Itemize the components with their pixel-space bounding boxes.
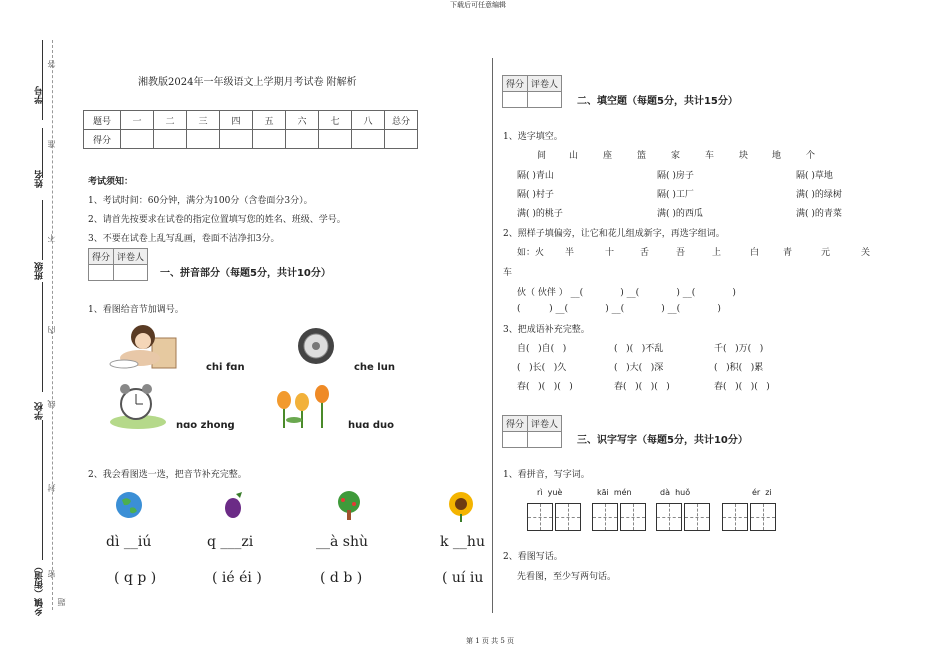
flowers-picture xyxy=(272,384,336,430)
choice-char: 家 xyxy=(671,151,681,161)
writing-grid[interactable] xyxy=(620,503,646,531)
example-char: 如：火 xyxy=(517,248,545,258)
grader-score-cell[interactable] xyxy=(503,92,528,108)
choice-char: 间 xyxy=(537,151,547,161)
choice-option: ( d b ) xyxy=(320,570,363,586)
pinyin-prompt: dà huǒ xyxy=(660,488,691,497)
section3-q2: 2、看图写话。 xyxy=(503,552,563,562)
grader-score-label: 得分 xyxy=(89,249,114,265)
score-table-header: 题号 xyxy=(84,111,121,130)
grader-score-cell[interactable] xyxy=(503,432,528,448)
grader-score-label: 得分 xyxy=(503,416,528,432)
example-char: 青 xyxy=(783,248,793,258)
choice-char: 座 xyxy=(603,151,613,161)
score-cell[interactable] xyxy=(286,130,319,149)
grader-reviewer-cell[interactable] xyxy=(528,92,562,108)
score-table xyxy=(83,110,418,149)
binding-dashed-line xyxy=(52,40,53,610)
idiom-item: ( )( )不乱 xyxy=(614,344,664,354)
section1-title: 一、拼音部分（每题5分，共计10分） xyxy=(160,268,331,279)
score-table-header: 总分 xyxy=(385,111,418,130)
binding-mark: 不 xyxy=(47,234,56,242)
fill-item: 隔( )房子 xyxy=(657,171,694,181)
fill-blank: q ___zi xyxy=(207,534,254,550)
fill-item: 隔( )青山 xyxy=(517,171,554,181)
score-table-header: 二 xyxy=(154,111,187,130)
choice-char: 地 xyxy=(772,151,782,161)
example-char: 十 xyxy=(605,248,615,258)
pinyin-prompt: rì yuè xyxy=(537,488,563,497)
choice-char: 个 xyxy=(806,151,816,161)
field-school: 学校 xyxy=(35,402,45,420)
writing-grid[interactable] xyxy=(722,503,748,531)
example-char: 上 xyxy=(712,248,722,258)
fill-item: 满( )的桃子 xyxy=(517,209,563,219)
score-cell[interactable] xyxy=(319,130,352,149)
idiom-item: ( )长( )久 xyxy=(517,363,567,373)
choice-option: ( uí iu xyxy=(442,570,484,586)
section2-title: 二、填空题（每题5分，共计15分） xyxy=(577,96,738,107)
section3-q2-note: 先看图，至少写两句话。 xyxy=(517,572,617,582)
note-item: 1、考试时间：60分钟，满分为100分（含卷面分3分）。 xyxy=(88,196,313,206)
pinyin-prompt: kāi mén xyxy=(597,488,632,497)
idiom-item: 千( )万( ) xyxy=(714,344,764,354)
notes-heading: 考试须知： xyxy=(88,177,134,187)
field-name: 姓名 xyxy=(35,170,45,188)
binding-mark: 答 xyxy=(47,60,56,68)
fill-item: 满( )的西瓜 xyxy=(657,209,703,219)
grader-reviewer-cell[interactable] xyxy=(528,432,562,448)
fill-item: 隔( )草地 xyxy=(796,171,833,181)
choice-char: 山 xyxy=(569,151,579,161)
score-cell[interactable] xyxy=(154,130,187,149)
wheel-picture xyxy=(296,326,336,366)
writing-grid[interactable] xyxy=(527,503,553,531)
grader-reviewer-label: 评卷人 xyxy=(528,416,562,432)
section2-q2: 2、照样子填偏旁，让它和花儿组成新字，再选字组词。 xyxy=(503,229,725,239)
grader-box-2 xyxy=(502,75,562,108)
pinyin-prompt: ér zi xyxy=(752,488,772,497)
example-char: 半 xyxy=(565,248,575,258)
fill-item: 满( )的绿树 xyxy=(796,190,842,200)
binding-mark: 题 xyxy=(57,598,66,606)
binding-mark: 封 xyxy=(47,484,56,492)
fill-item: 隔( )工厂 xyxy=(657,190,694,200)
section3-q1: 1、看拼音，写字词。 xyxy=(503,470,590,480)
idiom-item: 春( )( )( ) xyxy=(517,382,573,392)
pinyin-chelun: che lun xyxy=(354,362,395,373)
score-cell[interactable] xyxy=(253,130,286,149)
grader-reviewer-cell[interactable] xyxy=(114,265,148,281)
example-char: 舌 xyxy=(640,248,650,258)
writing-grid[interactable] xyxy=(592,503,618,531)
header-note: 下载后可任意编辑 xyxy=(450,1,506,9)
binding-line xyxy=(42,40,43,120)
score-table-header: 一 xyxy=(121,111,154,130)
writing-grid[interactable] xyxy=(555,503,581,531)
section1-q2: 2、我会看图选一选，把音节补充完整。 xyxy=(88,470,247,480)
choice-option: ( ié éi ) xyxy=(212,570,262,586)
note-item: 3、不要在试卷上乱写乱画，卷面不洁净扣3分。 xyxy=(88,234,280,244)
score-table-header: 七 xyxy=(319,111,352,130)
writing-grid[interactable] xyxy=(750,503,776,531)
grader-box-3 xyxy=(502,415,562,448)
field-class: 班级 xyxy=(35,262,45,280)
score-table-header: 八 xyxy=(352,111,385,130)
pattern-row: 伙（ 伙伴 ） __( ) __( ) __( ) xyxy=(517,288,736,298)
grader-box-1 xyxy=(88,248,148,281)
pinyin-naozhong: nɑo zhong xyxy=(176,420,235,431)
binding-line xyxy=(42,420,43,560)
exam-title: 湘教版2024年一年级语文上学期月考试卷 附解析 xyxy=(138,77,357,88)
page-footer: 第 1 页 共 5 页 xyxy=(466,637,515,645)
idiom-item: ( )大( )深 xyxy=(614,363,664,373)
grader-reviewer-label: 评卷人 xyxy=(528,76,562,92)
score-table-header: 六 xyxy=(286,111,319,130)
example-char: 元 xyxy=(821,248,831,258)
idiom-item: 春( )( )( ) xyxy=(614,382,670,392)
idiom-item: ( )积( )累 xyxy=(714,363,764,373)
tree-picture xyxy=(334,490,364,522)
fill-blank: __à shù xyxy=(316,534,369,550)
score-cell[interactable] xyxy=(385,130,418,149)
section3-title: 三、识字写字（每题5分，共计10分） xyxy=(577,435,748,446)
example-char: 吾 xyxy=(676,248,686,258)
fill-blank: dì __iú xyxy=(106,534,152,550)
fill-item: 隔( )村子 xyxy=(517,190,554,200)
grader-score-label: 得分 xyxy=(503,76,528,92)
eating-meal-picture xyxy=(108,322,178,372)
grader-score-cell[interactable] xyxy=(89,265,114,281)
score-row-label: 得分 xyxy=(84,130,121,149)
binding-line xyxy=(42,282,43,392)
section2-q3: 3、把成语补充完整。 xyxy=(503,325,590,335)
score-cell[interactable] xyxy=(121,130,154,149)
globe-picture xyxy=(114,490,144,520)
binding-mark: 准 xyxy=(47,140,56,148)
pinyin-chifan: chi fɑn xyxy=(206,362,245,373)
score-cell[interactable] xyxy=(220,130,253,149)
binding-line xyxy=(42,200,43,260)
idiom-item: 春( )( )( ) xyxy=(714,382,770,392)
sunflower-picture xyxy=(443,490,479,522)
idiom-item: 自( )自( ) xyxy=(517,344,567,354)
grader-reviewer-label: 评卷人 xyxy=(114,249,148,265)
example-char-wrap: 车 xyxy=(503,268,513,278)
field-student-id: 学号 xyxy=(35,86,45,104)
score-table-header: 三 xyxy=(187,111,220,130)
writing-grid[interactable] xyxy=(656,503,682,531)
alarm-clock-picture xyxy=(108,380,168,430)
choice-char: 篮 xyxy=(637,151,647,161)
example-char: 关 xyxy=(861,248,871,258)
writing-grid[interactable] xyxy=(684,503,710,531)
score-cell[interactable] xyxy=(187,130,220,149)
eggplant-picture xyxy=(220,490,250,520)
score-cell[interactable] xyxy=(352,130,385,149)
section1-q1: 1、看图给音节加调号。 xyxy=(88,305,184,315)
choice-option: ( q p ) xyxy=(114,570,157,586)
column-divider xyxy=(492,58,493,613)
score-table-header: 五 xyxy=(253,111,286,130)
pinyin-huaduo: huɑ duo xyxy=(348,420,395,431)
field-township: 乡镇（街道） xyxy=(35,562,45,616)
choice-char: 车 xyxy=(705,151,715,161)
section2-q1: 1、选字填空。 xyxy=(503,132,563,142)
example-char: 白 xyxy=(750,248,760,258)
score-table-header: 四 xyxy=(220,111,253,130)
choice-char: 块 xyxy=(739,151,749,161)
binding-mark: 内 xyxy=(47,326,56,334)
note-item: 2、请首先按要求在试卷的指定位置填写您的姓名、班级、学号。 xyxy=(88,215,346,225)
binding-mark: 密 xyxy=(47,570,56,578)
pattern-row: ( ) __( ) __( ) __( ) xyxy=(517,304,721,314)
binding-mark: 线 xyxy=(47,400,56,408)
fill-item: 满( )的青菜 xyxy=(796,209,842,219)
fill-blank: k __hu xyxy=(440,534,485,550)
